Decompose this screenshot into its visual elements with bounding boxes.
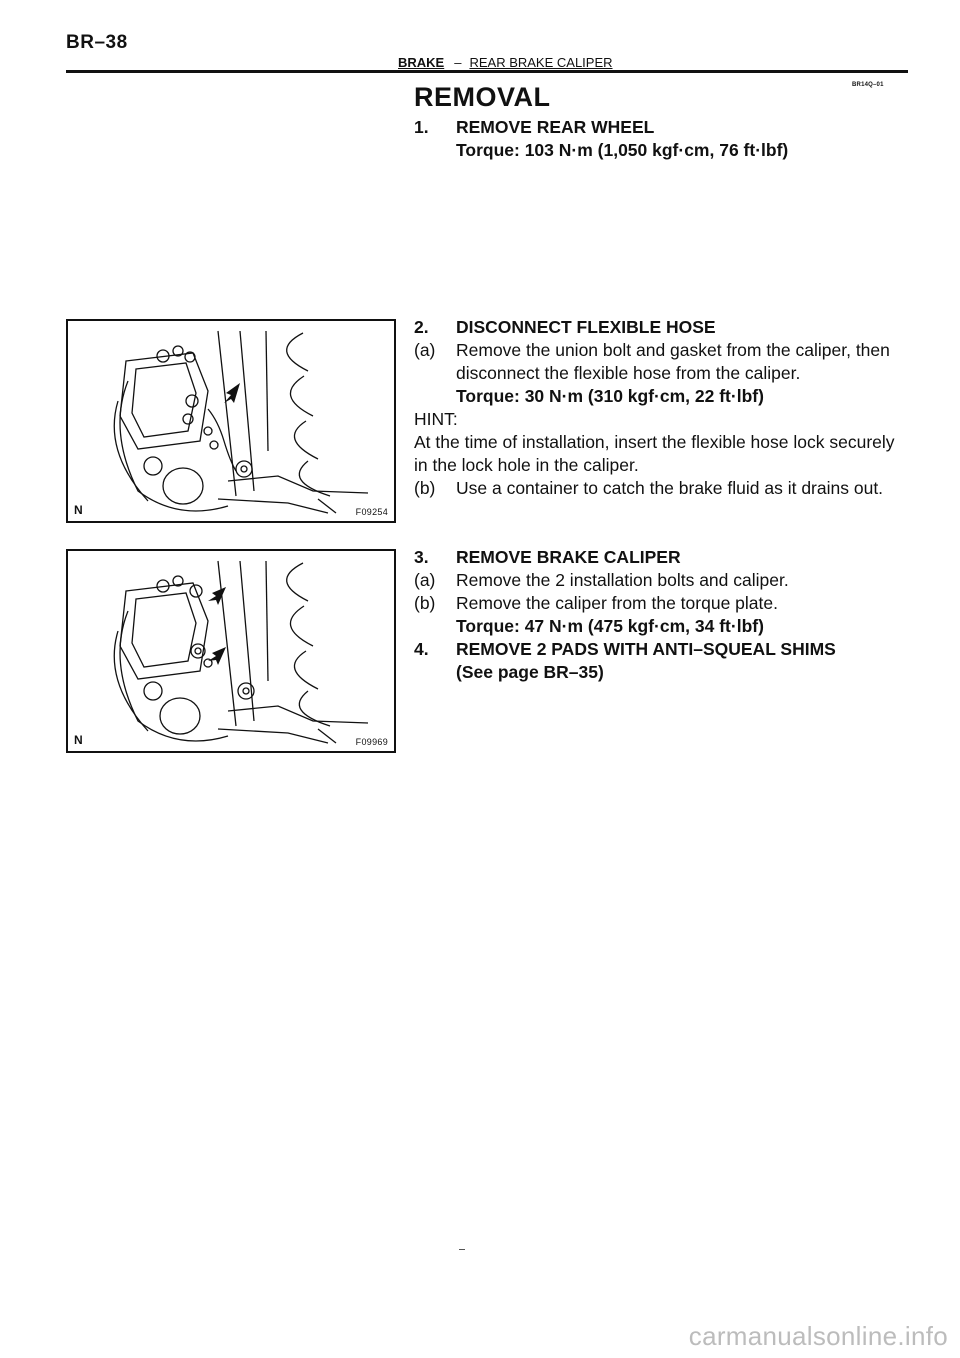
step-3b-text: Remove the caliper from the torque plate.	[456, 593, 778, 613]
figure-caliper-bolts	[66, 549, 396, 753]
header-category: BRAKE	[398, 55, 445, 70]
figure-2-id: F09969	[355, 737, 388, 747]
step-1-torque: Torque: 103 N·m (1,050 kgf·cm, 76 ft·lbf)	[456, 140, 789, 160]
figure-2-n-label: N	[74, 733, 83, 747]
watermark: carmanualsonline.info	[688, 1321, 948, 1351]
caliper-hose-illustration	[68, 321, 396, 523]
hint-text: At the time of installation, insert the flexible hose lock securely in the lock hole in the caliper.	[414, 432, 895, 475]
step-2-number: 2.	[414, 317, 429, 337]
header-separator: –	[454, 55, 462, 70]
step-2	[414, 316, 910, 500]
section-header	[398, 56, 613, 70]
figure-caliper-hose	[66, 319, 396, 523]
step-2b-label: (b)	[414, 478, 436, 498]
pointer-arrow-icon	[224, 383, 240, 403]
step-3-torque: Torque: 47 N·m (475 kgf·cm, 34 ft·lbf)	[456, 616, 764, 636]
upper-bolt-arrow-icon	[208, 587, 226, 605]
step-4-ref: (See page BR–35)	[456, 662, 604, 682]
step-1	[414, 116, 910, 162]
page-number: BR–38	[66, 32, 128, 53]
step-3b-label: (b)	[414, 593, 436, 613]
step-2a-label: (a)	[414, 340, 436, 360]
doc-code: BR14Q–01	[852, 82, 884, 88]
figure-1-n-label: N	[74, 503, 83, 517]
page-title: REMOVAL	[414, 82, 551, 112]
step-3-heading: REMOVE BRAKE CALIPER	[456, 547, 681, 567]
step-3a-text: Remove the 2 installation bolts and caliper.	[456, 570, 789, 590]
header-subsection: REAR BRAKE CALIPER	[469, 55, 613, 70]
step-4-heading: REMOVE 2 PADS WITH ANTI–SQUEAL SHIMS	[456, 639, 836, 659]
caliper-bolts-illustration	[68, 551, 396, 753]
step-2a-line1: Remove the union bolt and gasket from the caliper, then	[456, 340, 890, 360]
figure-1-id: F09254	[355, 507, 388, 517]
step-3-number: 3.	[414, 547, 429, 567]
step-3a-label: (a)	[414, 570, 436, 590]
step-3	[414, 546, 910, 684]
step-2b-text: Use a container to catch the brake fluid as it drains out.	[456, 478, 884, 498]
step-2a-line2: disconnect the flexible hose from the caliper.	[456, 363, 801, 383]
step-2-heading: DISCONNECT FLEXIBLE HOSE	[456, 317, 716, 337]
hint-label: HINT:	[414, 409, 458, 429]
step-1-number: 1.	[414, 117, 429, 137]
page-mark	[459, 1249, 465, 1250]
header-rule	[66, 70, 908, 73]
step-4-number: 4.	[414, 639, 429, 659]
step-1-heading: REMOVE REAR WHEEL	[456, 117, 655, 137]
lower-bolt-arrow-icon	[208, 647, 226, 665]
step-2-torque: Torque: 30 N·m (310 kgf·cm, 22 ft·lbf)	[456, 386, 764, 406]
